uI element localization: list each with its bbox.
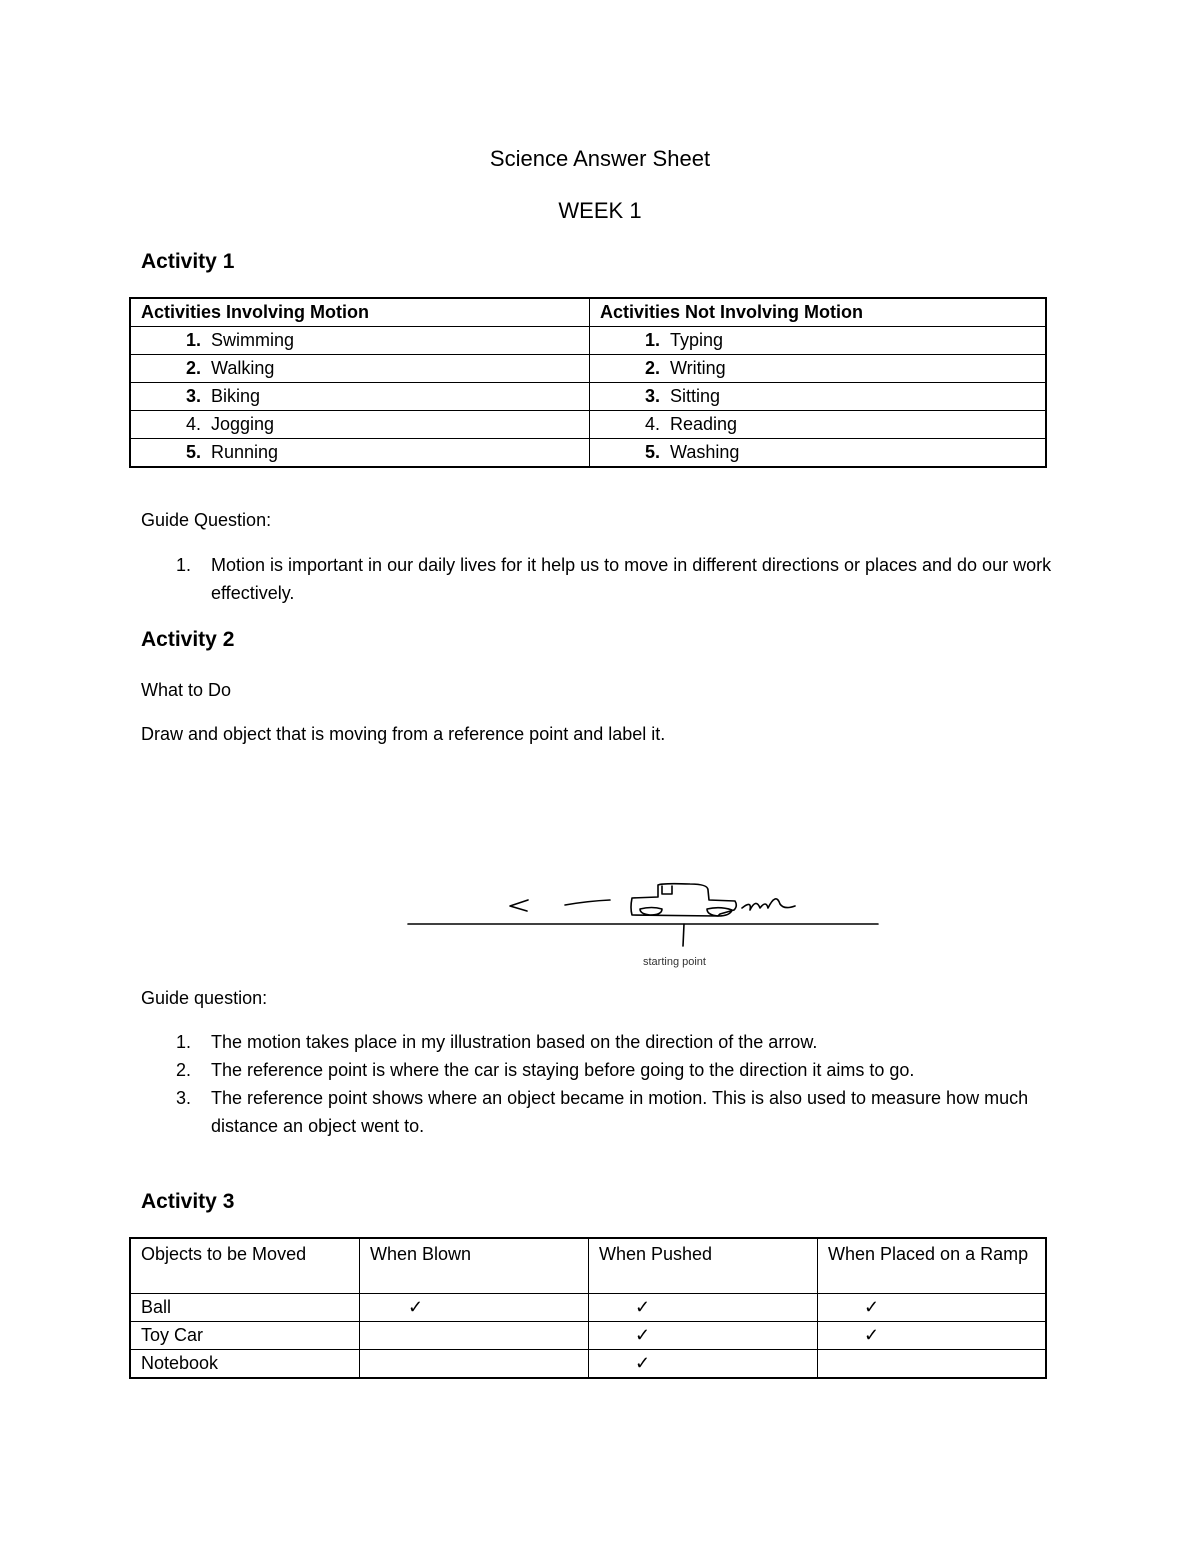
header-pushed: When Pushed: [589, 1238, 818, 1294]
list-item: 2. The reference point is where the car is staying before going to the direction it aims to go.: [176, 1060, 915, 1080]
table-row: 4. Jogging 4. Reading: [130, 411, 1046, 439]
pushed-cell: [589, 1294, 818, 1322]
list-item: 1. The motion takes place in my illustration based on the direction of the arrow.: [176, 1032, 818, 1052]
arrow-shaft: [565, 900, 610, 905]
starting-point-label: starting point: [643, 956, 706, 968]
check-icon: ✓: [635, 1353, 651, 1373]
header-blown: When Blown: [360, 1238, 589, 1294]
reference-marker: [683, 924, 684, 946]
table-row: [130, 1294, 1046, 1322]
activity1-guide-list: [141, 551, 1061, 607]
table-row: 2. Walking 2. Writing: [130, 355, 1046, 383]
activity2-instruction: Draw and object that is moving from a reference point and label it.: [141, 724, 666, 744]
activity2-guide-list: [141, 1028, 1061, 1140]
table-row: 1. Swimming 1. Typing: [130, 327, 1046, 355]
check-icon: ✓: [864, 1297, 880, 1317]
ramp-cell: [818, 1294, 1047, 1322]
guide-question-label-2: Guide question:: [141, 988, 268, 1008]
check-icon: ✓: [864, 1325, 880, 1345]
pushed-cell: [589, 1350, 818, 1379]
list-item: 1. Motion is important in our daily lives for it help us to move in different directions or places and do our work effectively.: [176, 555, 1052, 603]
what-to-do-label: What to Do: [141, 680, 232, 700]
activity2-heading: Activity 2: [141, 628, 235, 651]
motion-lines: [742, 899, 795, 910]
motion-drawing: [400, 870, 890, 975]
blown-cell: [360, 1350, 589, 1379]
check-icon: ✓: [635, 1297, 651, 1317]
week-label: WEEK 1: [558, 198, 642, 223]
list-item: 3. The reference point shows where an object became in motion. This is also used to measure how much distance an object went to.: [176, 1088, 1029, 1136]
car-wheel: [640, 908, 662, 916]
object-name: Toy Car: [130, 1322, 360, 1350]
activity3-heading: Activity 3: [141, 1190, 235, 1213]
check-icon: ✓: [635, 1325, 651, 1345]
blown-cell: [360, 1294, 589, 1322]
ramp-cell: [818, 1322, 1047, 1350]
table-header-row: [130, 1238, 1046, 1294]
arrow-head: [510, 900, 528, 911]
page-title: Science Answer Sheet: [489, 146, 711, 171]
table-header-row: [130, 298, 1046, 327]
table-row: 5. Running 5. Washing: [130, 439, 1046, 468]
header-ramp: When Placed on a Ramp: [818, 1238, 1047, 1294]
car-body: [631, 884, 736, 916]
blown-cell: [360, 1322, 589, 1350]
object-name: Notebook: [130, 1350, 360, 1379]
col1-header: Activities Involving Motion: [130, 298, 590, 327]
table-row: [130, 1322, 1046, 1350]
table-row: [130, 1350, 1046, 1379]
col2-header: Activities Not Involving Motion: [590, 298, 1047, 327]
ramp-cell: [818, 1350, 1047, 1379]
check-icon: ✓: [408, 1297, 424, 1317]
activity3-table: [129, 1237, 1047, 1379]
header-objects: Objects to be Moved: [130, 1238, 360, 1294]
pushed-cell: [589, 1322, 818, 1350]
activity1-table: [129, 297, 1047, 468]
object-name: Ball: [130, 1294, 360, 1322]
activity1-heading: Activity 1: [141, 250, 235, 273]
guide-question-label: Guide Question:: [141, 510, 272, 530]
table-row: 3. Biking 3. Sitting: [130, 383, 1046, 411]
